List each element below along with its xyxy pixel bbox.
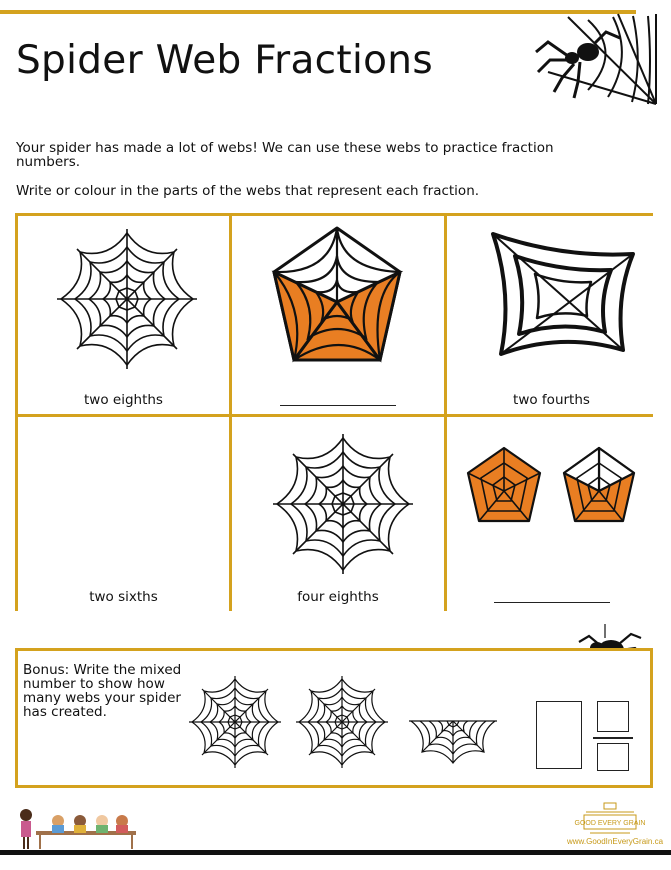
fraction-grid [15,213,653,611]
numerator-box[interactable] [597,701,629,732]
fraction-cell-2[interactable] [232,216,444,414]
fraction-label: two sixths [89,589,158,605]
fraction-cell-1[interactable] [18,216,229,414]
fraction-label: two fourths [513,392,590,408]
half-web-icon [408,719,498,765]
kids-illustration-icon [16,807,140,851]
quad-web-icon [487,228,637,358]
footer-url[interactable]: www.GoodInEveryGrain.ca [567,837,664,846]
fraction-bar [593,737,633,739]
fraction-cell-4[interactable] [18,417,229,611]
instructions-text: Write or colour in the parts of the webs that represent each fraction. [16,183,480,199]
bonus-text: Bonus: Write the mixed number to show how many webs your spider has created. [23,662,182,720]
corner-spider-web-icon [528,12,660,108]
fraction-label: two eighths [84,392,163,408]
whole-web-icon [295,675,389,769]
intro-text: Your spider has made a lot of webs! We can use these webs to practice fraction numbers. [16,140,554,170]
whole-number-box[interactable] [536,701,582,769]
pentagon-web-icon [465,445,543,525]
pentagon-web-icon [561,445,637,525]
bonus-panel [15,648,653,788]
octagon-web-icon [272,433,414,575]
pentagon-web-icon [270,224,404,366]
fraction-label: four eighths [297,589,379,605]
good-in-every-grain-logo-icon [574,803,646,837]
fraction-cell-6[interactable] [447,417,656,611]
whole-web-icon [188,675,282,769]
denominator-box[interactable] [597,743,629,771]
fraction-cell-5[interactable] [232,417,444,611]
answer-blank[interactable] [280,405,396,406]
logo-text: GOOD EVERY GRAIN [574,820,646,827]
footer-rule [0,850,671,855]
answer-blank[interactable] [494,602,610,603]
fraction-cell-3[interactable] [447,216,656,414]
octagon-web-icon [56,228,198,370]
page-title: Spider Web Fractions [16,38,433,83]
